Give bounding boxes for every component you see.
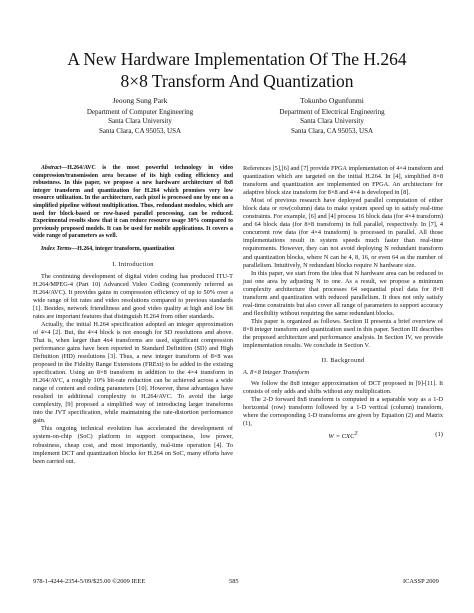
paragraph: Most of previous research have deployed parallel computation of either block data or row(column) data to make system speed up to satisfy real-time constraints. For example, [6] and [4] process 16 block data (for 4×4 transform) and 64 block data (for 8×8 transform) in full parallel, respectively. In [7], 4 concurrent row data (for 4×4 transform) is processed in parallel. All those implementations result in system speeds much faster than real-time requirements. However, they can not avoid deploying N redundant transform and quantization blocks, where N can be 4, 8, 16, or even 64 as the number of parallelism. Intuitively, N redundant blocks require N hardware size. [243, 197, 443, 269]
author-university: Santa Clara University [300, 117, 364, 125]
footer-venue: ICASSP 2009 [403, 578, 439, 585]
abstract [33, 165, 233, 241]
section-heading-introduction: I. Introduction [112, 260, 154, 268]
equation-number: (1) [435, 431, 443, 439]
author-city: Santa Clara, CA 95053, USA [98, 126, 182, 135]
paragraph: The continuing development of digital video coding has produced ITU-T H.264/MPEG-4 (Part 10) Advanced Video Coding (commonly referred as H.264/AVC). It provides gains in compression efficiency of up to 50% over a wide range of bit rates and video resolutions compared to previous standards [1]. Besides, network friendliness and good video quality at high and low bit rates are important features that distinguish H.264 from other standards. [33, 272, 233, 320]
paragraph: The 2-D forward 8x8 transform is computed in a separable way as a 1-D horizontal (row) transform followed by a 1-D vertical (column) transform, where the corresponding 1-D transforms are given by Equation (2) and Matrix (1), [243, 396, 443, 428]
author-block-1 [40, 96, 240, 136]
paragraph: This paper is organized as follows. Section II presents a brief overview of 8×8 integer transform and quantization used in this paper. Section III describes the proposed architecture and performance analysis. In Section IV, we provide implementation results. We conclude in Section V. [243, 317, 443, 350]
right-column [243, 165, 443, 442]
paragraph: We follow the 8x8 integer approximation of DCT proposed in [9]-[11]. It consists of only adds and shifts without any multiplication. [243, 380, 443, 396]
index-terms-text: —H.264, integer transform, quantization [71, 245, 175, 252]
author-university: Santa Clara University [108, 117, 172, 125]
equation-body: W = CXC [328, 433, 355, 441]
paragraph: This ongoing technical evolution has accelerated the development of system-on-chip (SoC) platform to support compactness, low power, robustness, cheap cost, and most importantly, real-time operation [4]. To implement DCT and quantization blocks for H.264 on SoC, many efforts have been carried out. [33, 425, 233, 465]
title-line-1: A New Hardware Implementation Of The H.264 [67, 49, 407, 69]
author-name: Jeoong Sung Park [112, 96, 168, 105]
author-department: Department of Computer Engineering [86, 107, 194, 116]
section-heading-background: II. Background [321, 357, 365, 365]
paragraph: References [5],[6] and [7] provide FPGA implementation of 4×4 transform and quantization which are targeted on the initial H.264. In [4], simplified 8×8 transform and quantization are implemented on FPGA. An architecture for adaptive block size transform for 8×8 and 4×4 is developed in [8]. [243, 165, 443, 197]
author-name: Tokunbo Ogunfunmi [300, 96, 364, 105]
index-terms [33, 246, 233, 254]
abstract-text: —H.264/AVC is the most powerful technology in video compression/transmission area because of its high coding efficiency and robustness. In this paper, we propose a new hardware architecture of 8x8 integer transform and quantization for H.264 which promises very low resource utilization. In the architecture, each pixel is processed one by one on a simplified pipeline without multiplication. Thus, redundant modules, which are used for block-based or row-based parallel processing, can be reduced. Experimental results show that it can reduce resource usage 30% compared to previously proposed models. It can be used for mobile applications. It covers a wide range of parameters as well. [33, 165, 233, 240]
title-line-2: 8×8 Transform And Quantization [120, 71, 354, 91]
paper-title [30, 48, 444, 92]
abstract-lead: Abstract [41, 165, 62, 171]
author-department: Department of Electrical Engineering [279, 107, 385, 116]
paragraph: Actually, the initial H.264 specification adopted an integer approximation of 4×4 [2]. But, the 4×4 block is not enough for SD resolutions and above. That is, when larger than 4x4 transforms are used, significant compression performance gains have been reported in Standard Definition (SD) and High Definition (HD) resolutions [3]. Thus, a new integer transform of 8×8 was proposed in the Fidelity Range Extensions (FRExt) to be added to the existing specification. Using an 8×8 transform in addition to the 4×4 transform in H.264/AVC, a roughly 10% bit-rate reduction can be achieved across a wide range of content and coding parameters [10]. However, these advantages have resulted in additional complexity to H.264/AVC. To avoid the large complexity, [9] proposed a simplified way of introducing larger transforms into the JVT specification, while maintaining the rate-distortion performance gain. [33, 320, 233, 425]
footer-page-number: 585 [229, 578, 239, 585]
index-terms-lead: Index Terms [41, 245, 72, 252]
paragraph: In this paper, we start from the idea that N hardware area can be reduced to just one area by adjusting N to one. As a result, we propose a minimum complexity architecture that processes 64 sequantial pixel data for 8×8 transform and quantization with reduced parallelism. It does not only satisfy real-time constraints but also cover all range of parameters to support accuracy and flexibility without requiring the same redundant blocks. [243, 269, 443, 317]
subsection-heading: A. 8×8 Integer Transform [243, 369, 310, 377]
left-column [33, 165, 233, 466]
equation-expression [243, 431, 443, 440]
footer-isbn: 978-1-4244-2354-5/09/$25.00 ©2009 IEEE [33, 578, 146, 585]
equation [243, 430, 443, 442]
equation-superscript: T [354, 431, 358, 438]
author-block-2 [232, 96, 432, 136]
author-city: Santa Clara, CA 95053, USA [290, 126, 374, 135]
